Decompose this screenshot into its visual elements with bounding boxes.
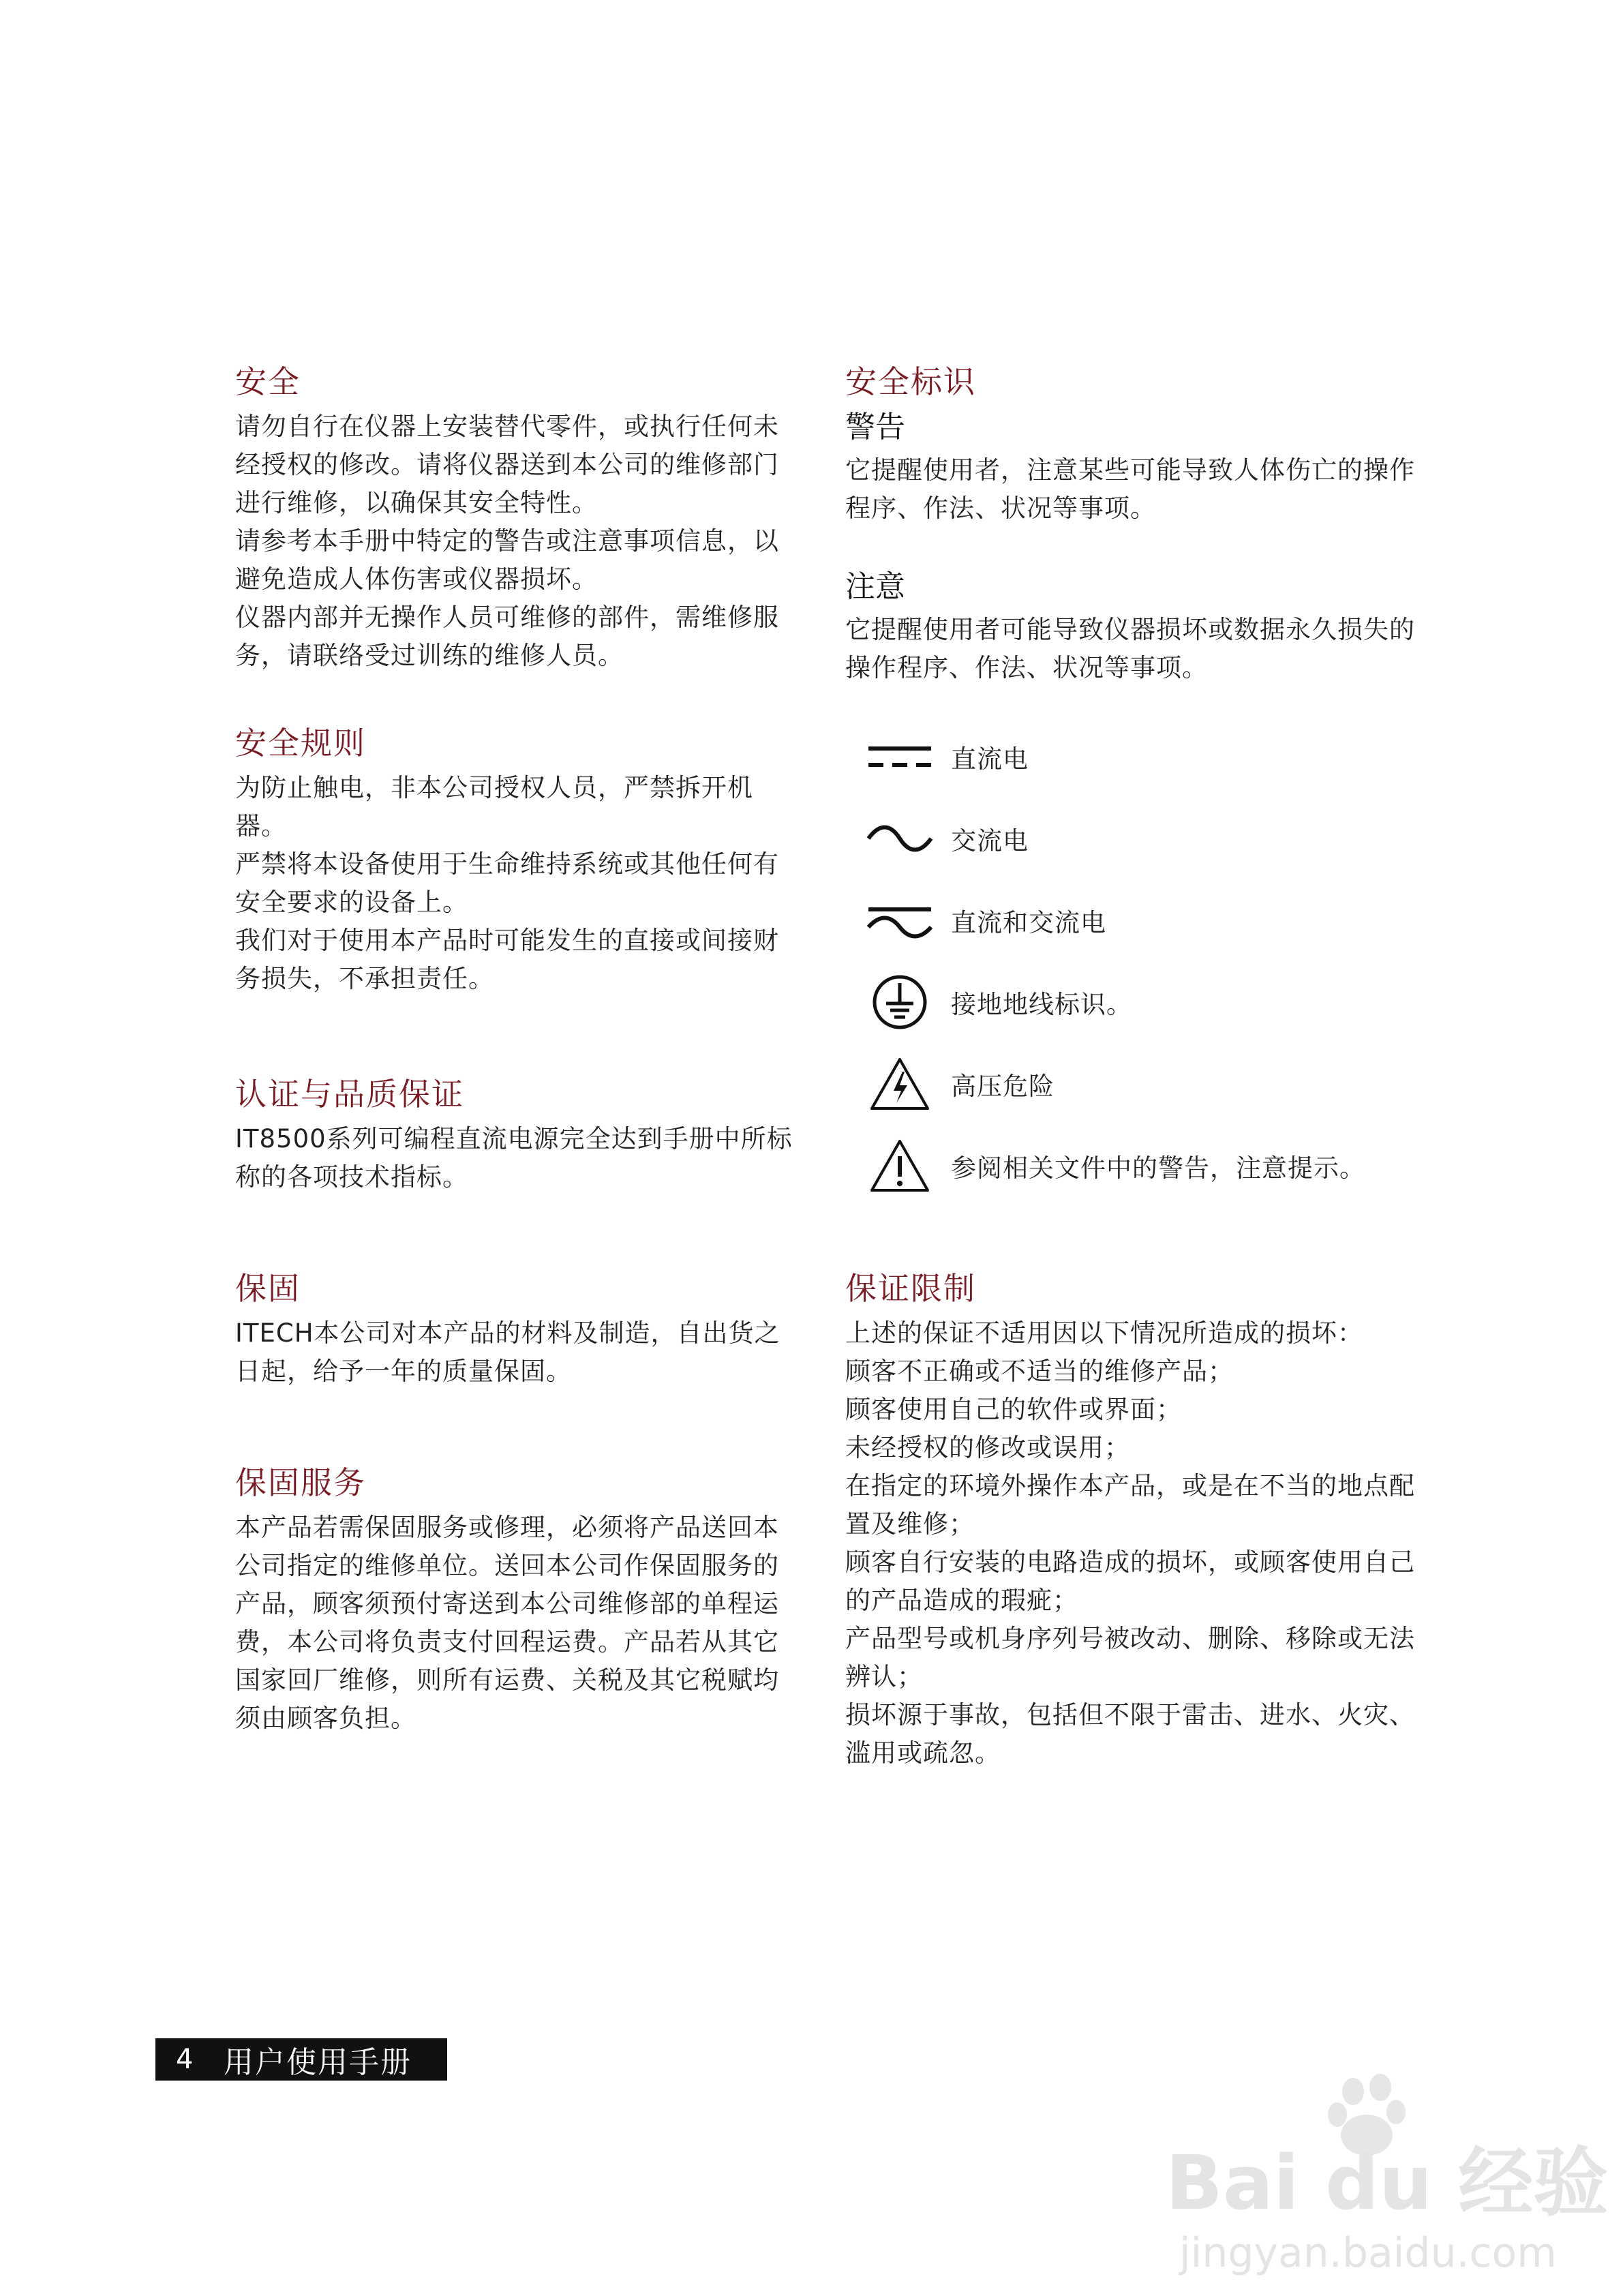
section-safety-marks xyxy=(845,361,1425,687)
paragraph: 请参考本手册中特定的警告或注意事项信息，以避免造成人体伤害或仪器损坏。 xyxy=(235,526,779,594)
section-title: 保固服务 xyxy=(235,1464,366,1501)
symbol-label: 高压危险 xyxy=(951,1072,1055,1101)
paragraph: 严禁将本设备使用于生命维持系统或其他任何有安全要求的设备上。 xyxy=(235,849,779,917)
symbol-row-ac xyxy=(862,808,1029,869)
high-voltage-icon xyxy=(862,1053,937,1115)
caution-icon xyxy=(862,1135,937,1196)
list-item: 顾客不正确或不适当的维修产品； xyxy=(845,1357,1234,1386)
list-item: 顾客使用自己的软件或界面； xyxy=(845,1395,1182,1424)
symbol-label: 参阅相关文件中的警告，注意提示。 xyxy=(951,1153,1365,1183)
symbol-label: 交流电 xyxy=(951,826,1029,856)
section-certification xyxy=(235,1074,794,1196)
symbol-row-caution xyxy=(862,1135,1365,1196)
paragraph: 本产品若需保固服务或修理，必须将产品送回本公司指定的维修单位。送回本公司作保固服务的产品，顾客须预付寄送到本公司维修部的单程运费，本公司将负责支付回程运费。产品若从其它国家回厂维修，则所有运费、关税及其它税赋均须由顾客负担。 xyxy=(235,1513,779,1733)
list-item: 未经授权的修改或误用； xyxy=(845,1433,1130,1462)
symbol-row-high-voltage xyxy=(862,1053,1055,1115)
list-item: 产品型号或机身序列号被改动、删除、移除或无法辨认； xyxy=(845,1624,1415,1691)
ground-icon xyxy=(862,971,937,1033)
list-item: 损坏源于事故，包括但不限于雷击、进水、火灾、滥用或疏忽。 xyxy=(845,1700,1415,1768)
section-warranty-limits xyxy=(845,1268,1425,1772)
ac-icon xyxy=(862,808,937,869)
symbol-row-dc xyxy=(862,726,1029,787)
section-title: 保证限制 xyxy=(845,1270,976,1307)
paragraph: 为防止触电，非本公司授权人员，严禁拆开机器。 xyxy=(235,773,753,841)
list-item: 上述的保证不适用因以下情况所造成的损坏： xyxy=(845,1318,1363,1348)
watermark-url: jingyan.baidu.com xyxy=(1179,2229,1557,2277)
paragraph: ITECH本公司对本产品的材料及制造，自出货之日起，给予一年的质量保固。 xyxy=(235,1318,780,1386)
baidu-watermark xyxy=(1159,2072,1609,2277)
section-title: 保固 xyxy=(235,1270,301,1307)
caution-title: 注意 xyxy=(845,569,905,604)
section-warranty xyxy=(235,1268,794,1391)
dc-ac-icon xyxy=(862,890,937,951)
section-safety-rules xyxy=(235,723,794,998)
list-item: 顾客自行安装的电路造成的损坏，或顾客使用自己的产品造成的瑕疵； xyxy=(845,1547,1415,1615)
symbol-label: 直流电 xyxy=(951,744,1029,774)
page-number: 4 xyxy=(176,2044,194,2075)
paragraph: IT8500系列可编程直流电源完全达到手册中所标称的各项技术指标。 xyxy=(235,1124,793,1192)
page-footer xyxy=(155,2038,447,2081)
section-title: 认证与品质保证 xyxy=(235,1076,464,1113)
symbol-row-ground xyxy=(862,971,1132,1033)
warning-text: 它提醒使用者，注意某些可能导致人体伤亡的操作程序、作法、状况等事项。 xyxy=(845,455,1415,523)
warning-title: 警告 xyxy=(845,410,905,444)
watermark-brand: Bai du 经验 xyxy=(1166,2139,1609,2226)
section-title: 安全规则 xyxy=(235,725,366,761)
symbol-label: 接地地线标识。 xyxy=(951,990,1132,1019)
caution-text: 它提醒使用者可能导致仪器损坏或数据永久损失的操作程序、作法、状况等事项。 xyxy=(845,615,1415,682)
symbol-label: 直流和交流电 xyxy=(951,908,1106,937)
manual-title: 用户使用手册 xyxy=(224,2045,412,2080)
list-item: 在指定的环境外操作本产品，或是在不当的地点配置及维修； xyxy=(845,1471,1415,1539)
paragraph: 仪器内部并无操作人员可维修的部件，需维修服务，请联络受过训练的维修人员。 xyxy=(235,603,779,670)
dc-icon xyxy=(862,726,937,787)
paragraph: 请勿自行在仪器上安装替代零件，或执行任何未经授权的修改。请将仪器送到本公司的维修部门进行维修，以确保其安全特性。 xyxy=(235,412,779,517)
section-safety xyxy=(235,361,794,675)
symbol-row-dc-ac xyxy=(862,890,1106,951)
section-warranty-service xyxy=(235,1462,794,1738)
section-title: 安全标识 xyxy=(845,363,976,400)
section-title: 安全 xyxy=(235,363,301,400)
paragraph: 我们对于使用本产品时可能发生的直接或间接财务损失，不承担责任。 xyxy=(235,926,779,993)
